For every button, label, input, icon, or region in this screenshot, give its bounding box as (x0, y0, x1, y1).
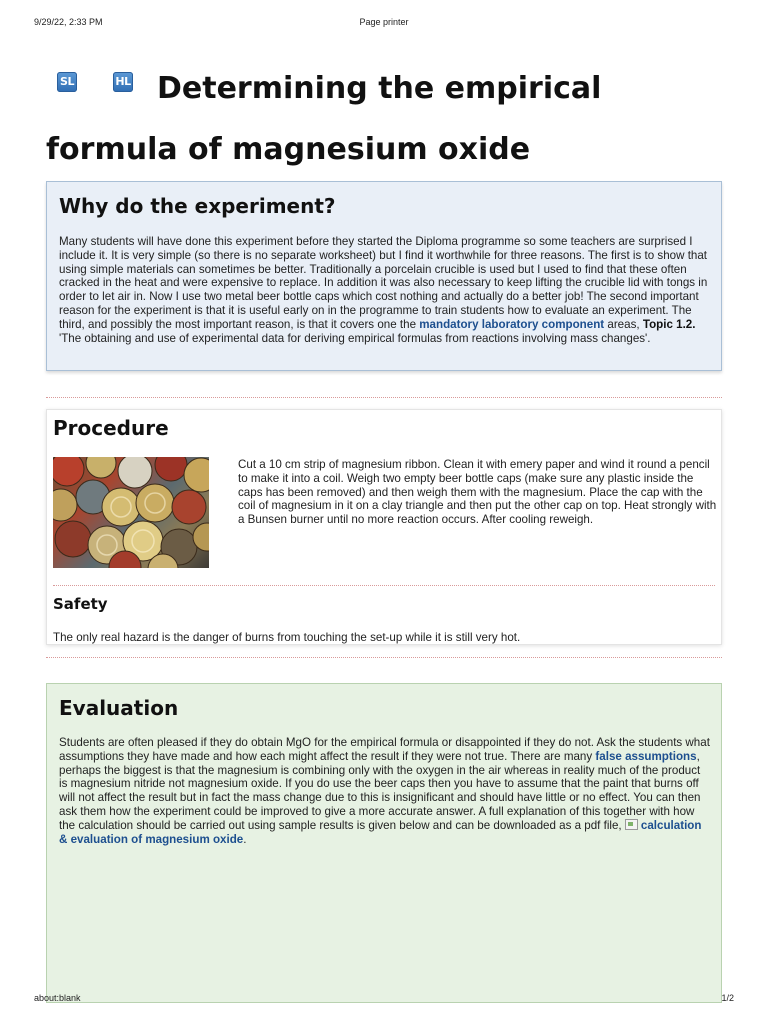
print-page-title: Page printer (359, 17, 409, 27)
procedure-text: Cut a 10 cm strip of magnesium ribbon. Clean it with emery paper and wind it round a pencil to make it into a coil. Weigh two empty beer bottle caps (make sure any plastic inside the caps has been removed) and then weigh them with the magnesium. Place the cap with the coil of magnesium in it on a clay triangle and then put the other cap on top. Heat strongly with a Bunsen burner until no more reaction occurs. After cooling reweigh. (238, 458, 717, 527)
false-assumptions-link[interactable]: false assumptions (595, 749, 697, 763)
page-title: Determining the empirical formula of magnesium oxide (46, 71, 602, 167)
calculation-pdf-link[interactable]: calculation & evaluation of magnesium oxide (59, 818, 702, 846)
page-number: 1/2 (721, 993, 734, 1003)
topic-label: Topic 1.2. (642, 317, 696, 331)
why-heading: Why do the experiment? (59, 194, 336, 218)
print-header (34, 17, 734, 31)
section-divider (46, 397, 722, 398)
procedure-heading: Procedure (53, 416, 169, 440)
safety-text: The only real hazard is the danger of burns from touching the set-up while it is still very hot. (53, 631, 521, 644)
inner-divider (53, 585, 715, 586)
why-paragraph: Many students will have done this experiment before they started the Diploma programme so some teachers are surprised I include it. It is very simple (so there is no separate worksheet) but I find it worthwhile for three reasons. The first is to show that using simple materials can sometimes be better. Traditionally a porcelain crucible is used but I used to find that these often cracked in the heat and were expensive to replace. In addition it was also necessary to keep lifting the crucible lid with tongs in order to let air in. Now I use two metal beer bottle caps which cost nothing and actually do a better job! The second important reason for the experiment is that it is useful early on in the programme to train students how to evaluate an experiment. The third, and possibly the most important reason, is that it covers one the mandatory laboratory component areas, Topic 1.2. 'The obtaining and use of experimental data for deriving empirical formulas from reactions involving mass changes'. (59, 235, 708, 345)
sl-badge-icon: SL (57, 72, 77, 92)
print-url: about:blank (34, 993, 81, 1003)
print-datetime: 9/29/22, 2:33 PM (34, 17, 103, 27)
safety-heading: Safety (53, 595, 108, 613)
print-footer (34, 993, 734, 1005)
mandatory-lab-link[interactable]: mandatory laboratory component (419, 317, 605, 331)
pdf-image-icon (625, 819, 638, 830)
evaluation-paragraph: Students are often pleased if they do obtain MgO for the empirical formula or disappointed if they do not. Ask the students what assumptions they have made and how each might affect the result if they were not true. There are many false assumptions, perhaps the biggest is that the magnesium is combining only with the oxygen in the air whereas in reality much of the product is magnesium nitride not magnesium oxide. If you do use the beer caps then you have to assume that the paint that burns off will not affect the result but in fact the mass change due to this is insignificant and should have little or no effect. You can then ask them how the experiment could be improved to give a more accurate answer. A full explanation of this together with how the calculation should be carried out using sample results is given below and can be downloaded as a pdf file, calculation & evaluation of magnesium oxide. (59, 736, 710, 846)
evaluation-heading: Evaluation (59, 696, 179, 720)
hl-badge-icon: HL (113, 72, 133, 92)
section-divider (46, 657, 722, 658)
bottle-caps-photo (53, 457, 209, 568)
